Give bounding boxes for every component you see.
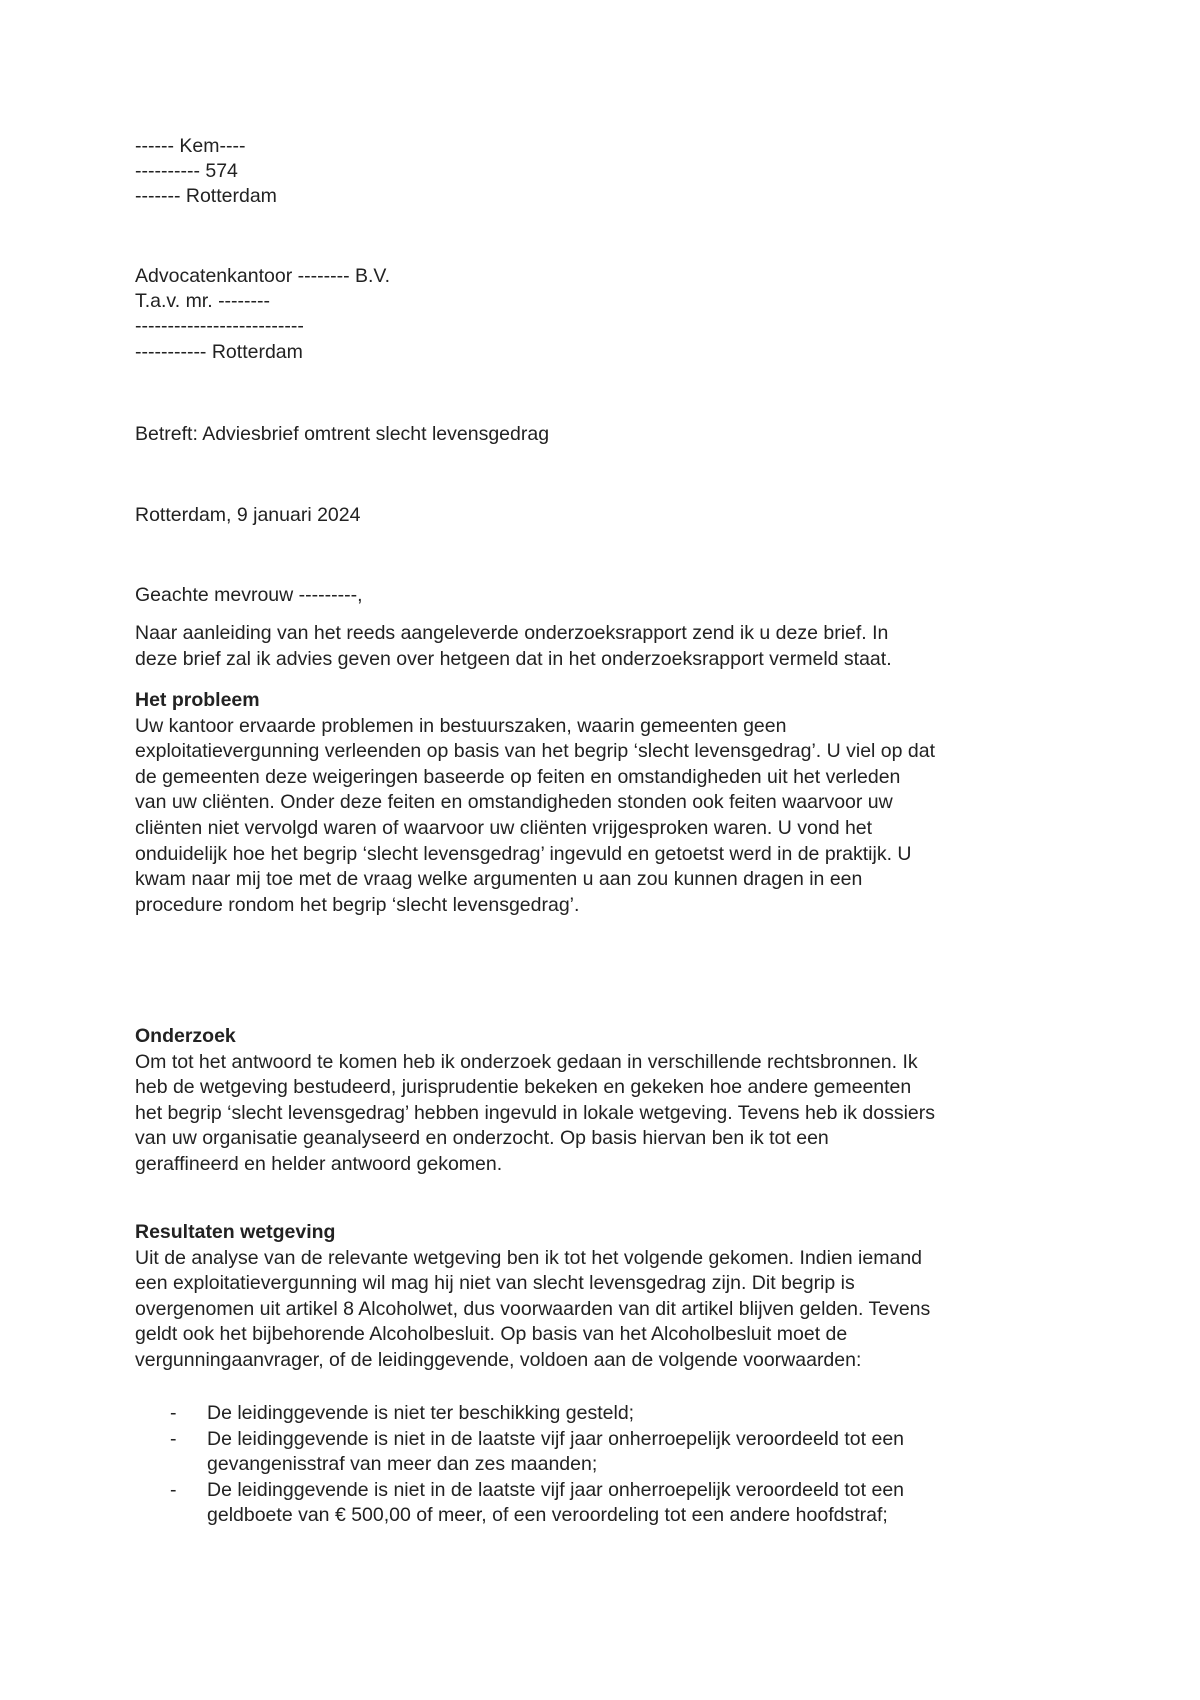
- recipient-company: Advocatenkantoor -------- B.V.: [135, 265, 391, 287]
- paragraph-line: de gemeenten deze weigeringen baseerde op feiten en omstandigheden uit het verleden: [135, 765, 901, 788]
- paragraph-line: een exploitatievergunning wil mag hij niet van slecht levensgedrag zijn. Dit begrip is: [135, 1272, 855, 1295]
- section-legislation-results: [135, 1220, 1075, 1374]
- bullet-dash: -: [170, 1402, 177, 1424]
- salutation: Geachte mevrouw ---------,: [135, 584, 363, 606]
- list-item-line: De leidinggevende is niet in de laatste vijf jaar onherroepelijk veroordeeld tot een: [207, 1478, 905, 1501]
- section-research: [135, 1024, 1075, 1178]
- paragraph-line: procedure rondom het begrip ‘slecht levensgedrag’.: [135, 893, 580, 916]
- paragraph-line: onduidelijk hoe het begrip ‘slecht levensgedrag’ ingevuld en getoetst werd in de praktijk. U: [135, 842, 912, 865]
- section-heading: Het probleem: [135, 689, 260, 711]
- paragraph-line: Uw kantoor ervaarde problemen in bestuurszaken, waarin gemeenten geen: [135, 714, 787, 737]
- list-item: [135, 1427, 1075, 1478]
- paragraph-line: van uw organisatie geanalyseerd en onderzocht. Op basis hiervan ben ik tot een: [135, 1127, 829, 1150]
- recipient-street: --------------------------: [135, 315, 304, 337]
- sender-city: ------- Rotterdam: [135, 185, 277, 207]
- paragraph-line: kwam naar mij toe met de vraag welke argumenten u aan zou kunnen dragen in een: [135, 868, 863, 891]
- intro-paragraph: [135, 621, 1075, 672]
- subject-line: Betreft: Adviesbrief omtrent slecht levensgedrag: [135, 423, 550, 445]
- paragraph-line: Om tot het antwoord te komen heb ik onderzoek gedaan in verschillende rechtsbronnen. Ik: [135, 1050, 918, 1073]
- bullet-dash: -: [170, 1427, 177, 1450]
- paragraph-line: vergunningaanvrager, of de leidinggevende, voldoen aan de volgende voorwaarden:: [135, 1348, 862, 1371]
- list-item-line: geldboete van € 500,00 of meer, of een veroordeling tot een andere hoofdstraf;: [207, 1504, 888, 1527]
- conditions-list: [135, 1401, 1075, 1529]
- bullet-dash: -: [170, 1478, 177, 1501]
- recipient-city: ----------- Rotterdam: [135, 341, 303, 363]
- paragraph-line: Uit de analyse van de relevante wetgeving ben ik tot het volgende gekomen. Indien iemand: [135, 1246, 923, 1269]
- sender-street: ---------- 574: [135, 160, 238, 182]
- place-date: Rotterdam, 9 januari 2024: [135, 504, 361, 526]
- paragraph-line: deze brief zal ik advies geven over hetgeen dat in het onderzoeksrapport vermeld staat.: [135, 647, 892, 670]
- section-heading: Onderzoek: [135, 1025, 236, 1047]
- paragraph-line: exploitatievergunning verleenden op basis van het begrip ‘slecht levensgedrag’. U viel op dat: [135, 740, 936, 763]
- paragraph-line: het begrip ‘slecht levensgedrag’ hebben ingevuld in lokale wetgeving. Tevens heb ik dossiers: [135, 1101, 936, 1124]
- paragraph-line: overgenomen uit artikel 8 Alcoholwet, dus voorwaarden van dit artikel blijven gelden. Tevens: [135, 1297, 931, 1320]
- recipient-attention: T.a.v. mr. --------: [135, 290, 271, 312]
- paragraph-line: geldt ook het bijbehorende Alcoholbesluit. Op basis van het Alcoholbesluit moet de: [135, 1323, 848, 1346]
- paragraph-line: heb de wetgeving bestudeerd, jurisprudentie bekeken en gekeken hoe andere gemeenten: [135, 1076, 912, 1099]
- paragraph-line: cliënten niet vervolgd waren of waarvoor uw cliënten vrijgesproken waren. U vond het: [135, 816, 873, 839]
- paragraph-line: Naar aanleiding van het reeds aangeleverde onderzoeksrapport zend ik u deze brief. In: [135, 622, 889, 644]
- list-item-line: gevangenisstraf van meer dan zes maanden;: [207, 1453, 598, 1476]
- sender-name: ------ Kem----: [135, 135, 246, 157]
- paragraph-line: van uw cliënten. Onder deze feiten en omstandigheden stonden ook feiten waarvoor uw: [135, 791, 893, 814]
- list-item: [135, 1401, 1075, 1427]
- paragraph-line: geraffineerd en helder antwoord gekomen.: [135, 1152, 503, 1175]
- list-item: [135, 1478, 1075, 1529]
- list-item-line: De leidinggevende is niet in de laatste vijf jaar onherroepelijk veroordeeld tot een: [207, 1427, 905, 1450]
- section-heading: Resultaten wetgeving: [135, 1221, 336, 1243]
- list-item-line: De leidinggevende is niet ter beschikking gesteld;: [207, 1402, 635, 1424]
- section-problem: [135, 688, 1075, 918]
